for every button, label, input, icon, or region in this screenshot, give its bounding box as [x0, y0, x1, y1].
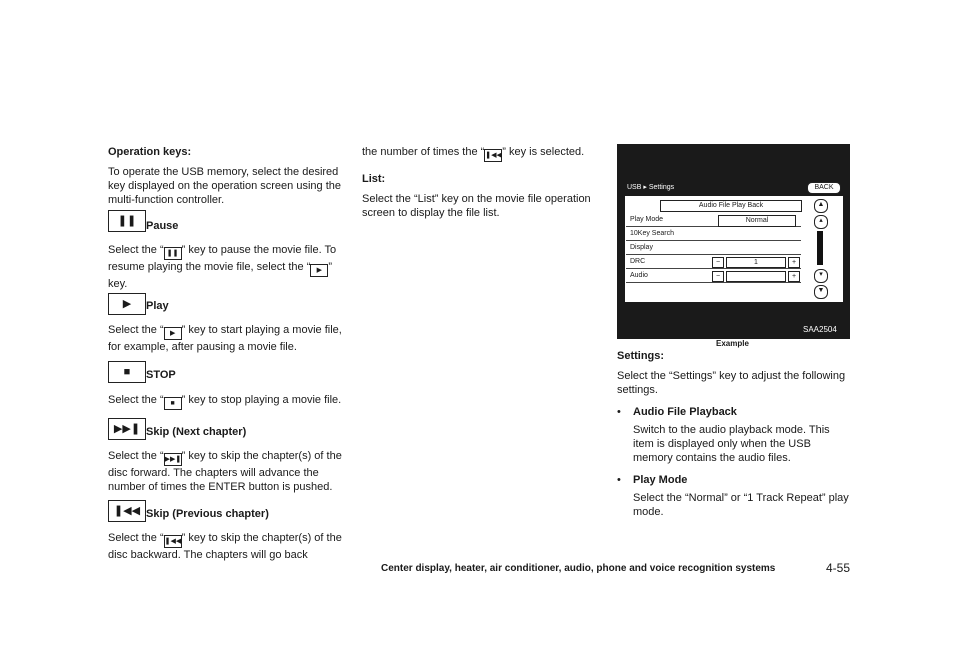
audio-plus-icon: +	[788, 271, 800, 282]
play-heading: Play	[146, 300, 169, 312]
prev-inline-icon: ❚◀◀	[484, 149, 502, 162]
display-row: Display	[626, 241, 801, 255]
settings-heading: Settings:	[617, 350, 665, 362]
scroll-down-icon: ▾	[814, 269, 828, 283]
drc-minus-icon: −	[712, 257, 724, 268]
footer-title: Center display, heater, air conditioner, audio, phone and voice recognition systems	[381, 563, 776, 574]
pause-text: Select the “ ❚❚ ” key to pause the movie file. To resume playing the movie file, select the “ ▶ ” key.	[108, 244, 337, 290]
play-key-icon: ▶	[108, 293, 146, 315]
stop-key-icon: ■	[108, 361, 146, 383]
afp-item: • Audio File Playback Switch to the audio playback mode. This item is displayed only when the USB memory contains the audio files.	[617, 405, 853, 465]
drc-value: 1	[726, 257, 786, 268]
pm-text: Select the “Normal” or “1 Track Repeat” play mode.	[633, 492, 849, 518]
drc-plus-icon: +	[788, 257, 800, 268]
prev-key-icon: ❚◀◀	[108, 500, 146, 522]
next-text: Select the “▶▶❚” key to skip the chapter(s) of the disc forward. The chapters will advance the number of times the ENTER button is pushed.	[108, 450, 342, 493]
play-text: Select the “ ▶ ” key to start playing a movie file, for example, after pausing a movie file.	[108, 324, 342, 353]
stop-inline-icon: ■	[164, 397, 182, 410]
figure-code: SAA2504	[803, 325, 837, 334]
afp-text: Switch to the audio playback mode. This item is displayed only when the USB memory contains the audio files.	[633, 424, 830, 464]
list-heading: List:	[362, 173, 386, 185]
operation-keys-heading: Operation keys:	[108, 146, 192, 158]
play-inline-icon: ▶	[164, 327, 182, 340]
middle-column: the number of times the “❚◀◀” key is selected. List: Select the “List” key on the movie file operation screen to display the file list.	[362, 145, 602, 220]
audio-minus-icon: −	[712, 271, 724, 282]
next-inline-icon: ▶▶❚	[164, 453, 182, 466]
scrollbar	[817, 231, 823, 265]
prev-heading: Skip (Previous chapter)	[146, 508, 269, 520]
pause-heading: Pause	[146, 220, 179, 232]
scroll-bottom-icon: ▼	[814, 285, 828, 299]
list-text: Select the “List” key on the movie file operation screen to display the file list.	[362, 193, 591, 219]
page-number: 4-55	[826, 561, 851, 575]
play-mode-item: • Play Mode Select the “Normal” or “1 Track Repeat” play mode.	[617, 473, 853, 519]
pause-key-icon: ❚❚	[108, 210, 146, 232]
scroll-top-icon: ▲	[814, 199, 828, 213]
pm-heading: Play Mode	[633, 474, 688, 486]
pause-inline-icon: ❚❚	[164, 247, 182, 260]
page-indicator: 1/7	[791, 292, 801, 299]
back-button: BACK	[807, 182, 841, 194]
audio-file-play-back-row: Audio File Play Back	[660, 200, 802, 212]
audio-row: Audio	[626, 269, 801, 283]
left-column	[108, 145, 352, 207]
play-inline-icon: ▶	[310, 264, 328, 277]
play-mode-row: Play Mode	[626, 213, 801, 227]
right-column	[617, 349, 853, 519]
stop-heading: STOP	[146, 369, 176, 381]
audio-bar	[726, 271, 786, 282]
stop-text: Select the “ ■ ” key to stop playing a movie file.	[108, 393, 352, 410]
afp-heading: Audio File Playback	[633, 406, 737, 418]
screen-breadcrumb: USB ▸ Settings	[627, 184, 675, 191]
next-key-icon: ▶▶❚	[108, 418, 146, 440]
prev-inline-icon: ❚◀◀	[164, 535, 182, 548]
intro-text: To operate the USB memory, select the desired key displayed on the operation screen using the multi-function controller.	[108, 166, 341, 206]
drc-row: DRC	[626, 255, 801, 269]
key-search-row: 10Key Search	[626, 227, 801, 241]
prev-text: Select the “❚◀◀” key to skip the chapter(s) of the disc backward. The chapters will go back	[108, 532, 342, 561]
scroll-up-icon: ▴	[814, 215, 828, 229]
figure-caption: Example	[716, 339, 749, 348]
settings-screen-illustration	[617, 144, 850, 339]
next-heading: Skip (Next chapter)	[146, 426, 247, 438]
settings-text: Select the “Settings” key to adjust the following settings.	[617, 370, 846, 396]
settings-list	[625, 196, 843, 302]
normal-value: Normal	[718, 215, 796, 227]
